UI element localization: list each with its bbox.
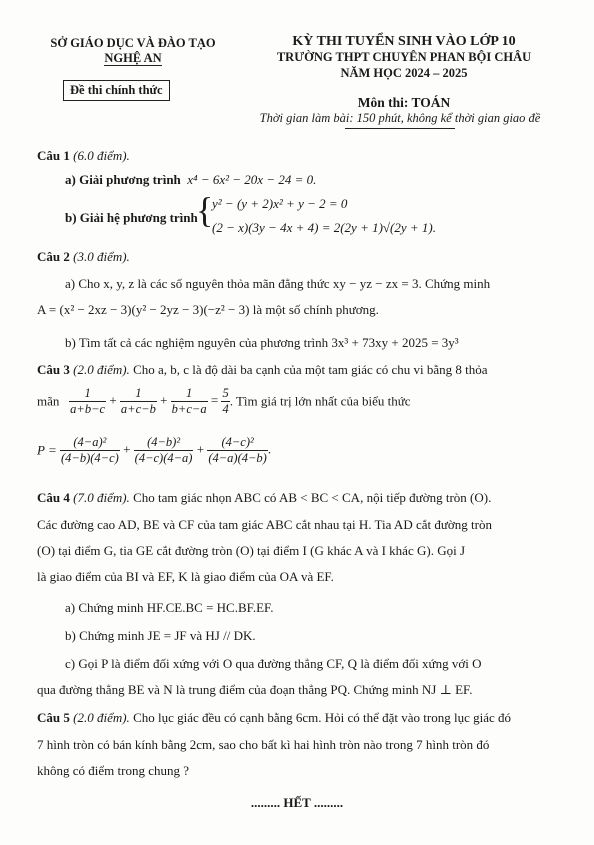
department-name: SỞ GIÁO DỤC VÀ ĐÀO TẠO <box>50 36 216 50</box>
q2-heading: Câu 2 (3.0 điểm). <box>37 249 130 264</box>
q3-expression: P = $\frac{\text{(4−a)²}}{(4-b)(4-c)}$ + $\frac{\text{(4−b)²}}{(4-c)(4-a)}$ + $\frac{\text{(4−c)²}}{(4-a)(4-b)}$ . <box>37 435 272 465</box>
q2b: b) Tìm tất cả các nghiệm nguyên của phương trình 3x³ + 73xy + 2025 = 3y³ <box>65 335 459 350</box>
q1a: a) Giải phương trình x⁴ − 6x² − 20x − 24 = 0. <box>65 172 317 187</box>
q4b: b) Chứng minh JE = JF và HJ // DK. <box>65 628 256 643</box>
q2a-line2: A = (x² − 2xz − 3)(y² − 2yz − 3)(−z² − 3) là một số chính phương. <box>37 302 379 317</box>
q3-condition: mãn $\frac{1}{a+b-c}$ + $\frac{1}{a+c-b}$ + $\frac{1}{b+c-a}$ = $\frac{5}{4}$ . Tìm giá trị lớn nhất của biểu thức <box>37 386 411 416</box>
school-name: TRƯỜNG THPT CHUYÊN PHAN BỘI CHÂU <box>276 50 532 64</box>
official-exam-box: Đề thi chính thức <box>63 80 170 101</box>
school-year: NĂM HỌC 2024 – 2025 <box>340 66 468 80</box>
q5-line2: 7 hình tròn có bán kính bằng 2cm, sao cho bất kì hai hình tròn nào trong 7 hình tròn đó <box>37 737 490 752</box>
q1b-eq1: y² − (y + 2)x² + y − 2 = 0 <box>212 196 348 211</box>
q2a-line1: a) Cho x, y, z là các số nguyên thỏa mãn đẳng thức xy − yz − zx = 3. Chứng minh <box>65 276 491 291</box>
q4c-line1: c) Gọi P là điểm đối xứng với O qua đường thẳng CF, Q là điểm đối xứng với O <box>65 656 482 671</box>
province-name: NGHỆ AN <box>104 51 162 65</box>
q1b-text: b) Giải hệ phương trình <box>65 210 198 225</box>
q4-line1: Câu 4 (7.0 điểm). Cho tam giác nhọn ABC có AB < BC < CA, nội tiếp đường tròn (O). <box>37 490 492 505</box>
end-marker: ......... HẾT ......... <box>250 795 344 810</box>
q5-line3: không có điểm trong chung ? <box>37 763 189 778</box>
q1-heading: Câu 1 (6.0 điểm). <box>37 148 130 163</box>
header-underline <box>345 128 455 129</box>
q3-intro: Câu 3 (2.0 điểm). Cho a, b, c là độ dài ba cạnh của một tam giác có chu vi bằng 8 thỏa <box>37 362 488 377</box>
subject-title: Môn thi: TOÁN <box>357 95 451 110</box>
q4-line2: Các đường cao AD, BE và CF của tam giác ABC cắt nhau tại H. Tia AD cắt đường tròn <box>37 517 492 532</box>
q1b-eq2: (2 − x)(3y − 4x + 4) = 2(2y + 1)√(2y + 1). <box>212 220 437 235</box>
q5-line1: Câu 5 (2.0 điểm). Cho lục giác đều có cạnh bằng 6cm. Hỏi có thể đặt vào trong lục giác đó <box>37 710 512 725</box>
system-brace: { <box>196 190 214 230</box>
q4-line3: (O) tại điểm G, tia GE cắt đường tròn (O) tại điểm I (G khác A và I khác G). Gọi J <box>37 543 465 558</box>
q4-line4: là giao điểm của BI và EF, K là giao điểm của OA và EF. <box>37 569 334 584</box>
time-note: Thời gian làm bài: 150 phút, không kể thời gian giao đề <box>259 111 541 125</box>
q4a: a) Chứng minh HF.CE.BC = HC.BF.EF. <box>65 600 274 615</box>
exam-title: KỲ THI TUYỂN SINH VÀO LỚP 10 <box>292 34 516 49</box>
q4c-line2: qua đường thẳng BE và N là trung điểm của đoạn thẳng PQ. Chứng minh NJ ⊥ EF. <box>37 682 473 697</box>
